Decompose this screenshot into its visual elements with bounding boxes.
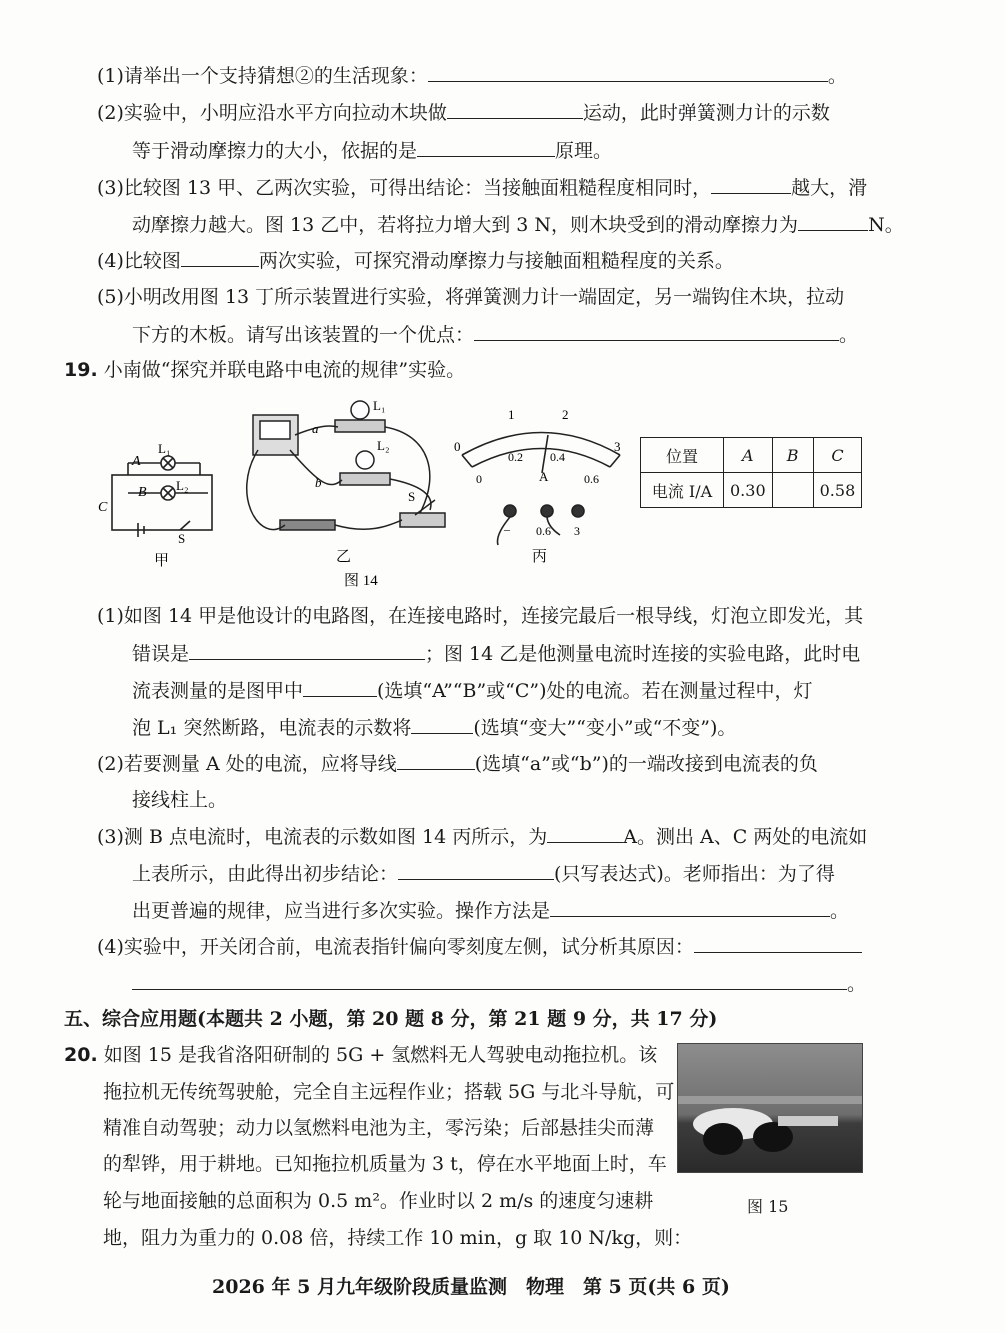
- label-C: C: [98, 500, 108, 515]
- label-L1: L₁: [158, 441, 171, 456]
- q19-p1-text-e: (选填“A”“B”或“C”)处的电流。若在测量过程中，灯: [377, 680, 813, 702]
- dial-tick-0: 0: [454, 439, 461, 454]
- answer-blank[interactable]: [711, 175, 791, 194]
- answer-blank[interactable]: [397, 751, 475, 770]
- dial-unit: A: [539, 469, 549, 484]
- q19-part4-line1: [97, 934, 862, 959]
- table-row-label: 电流 I/A: [641, 473, 724, 508]
- q19-p3-end: 。: [830, 900, 850, 922]
- q20-line2: 拖拉机无传统驾驶舱，完全自主远程作业；搭载 5G 与北斗导航，可: [103, 1081, 675, 1103]
- dial-tick-3: 3: [614, 439, 621, 454]
- answer-blank[interactable]: [417, 138, 555, 157]
- q18-part4: [97, 248, 734, 273]
- q19-part1-line4: [132, 715, 736, 740]
- q19-p2-text-b: (选填“a”或“b”)的一端改接到电流表的负: [474, 753, 818, 775]
- q19-p3-text-e: 出更普遍的规律，应当进行多次实验。操作方法是: [132, 900, 551, 922]
- q19-part1-line1: [97, 604, 863, 628]
- current-table: [640, 437, 862, 508]
- q19-p1-text-b: 错误是: [132, 643, 190, 665]
- label-jia: 甲: [154, 553, 170, 569]
- q20-line6: 地，阻力为重力的 0.08 倍，持续工作 10 min，g 取 10 N/kg，则：: [103, 1227, 693, 1249]
- answer-blank[interactable]: [428, 63, 828, 82]
- q19-part3-line3: [132, 898, 849, 923]
- q19-p3-text-d: (只写表达式)。老师指出：为了得: [554, 863, 835, 885]
- section-5-heading: 五、综合应用题(本题共 2 小题，第 20 题 8 分，第 21 题 9 分，共 17 分): [64, 1008, 718, 1030]
- q19-part2-line2: [132, 788, 227, 812]
- answer-blank[interactable]: [447, 100, 583, 119]
- q18-p2-text-d: 原理。: [555, 140, 613, 162]
- answer-blank[interactable]: [132, 971, 847, 990]
- answer-blank[interactable]: [798, 212, 868, 231]
- q18-part3-line2: [132, 212, 904, 237]
- terminal-3: 3: [574, 524, 580, 538]
- dial-minor-0: 0: [476, 472, 482, 486]
- answer-blank[interactable]: [694, 934, 862, 953]
- q19-p2-text-a: (2)若要测量 A 处的电流，应将导线: [97, 753, 397, 775]
- table-cell: 0.30: [724, 473, 773, 508]
- answer-blank[interactable]: [550, 898, 830, 917]
- dial-tick-1: 1: [508, 407, 515, 422]
- q19-p3-text-b: A。测出 A、C 两处的电流如: [623, 826, 868, 848]
- q19-p4-text-a: (4)实验中，开关闭合前，电流表指针偏向零刻度左侧，试分析其原因：: [97, 936, 694, 958]
- answer-blank[interactable]: [474, 322, 839, 341]
- answer-blank[interactable]: [303, 678, 377, 697]
- q18-part5-line1: [97, 285, 844, 309]
- q18-p5-text-a: (5)小明改用图 13 丁所示装置进行实验，将弹簧测力计一端固定，另一端钩住木块，拉动: [97, 286, 845, 308]
- q18-p4-text-a: (4)比较图: [97, 250, 181, 272]
- yi-S-label: S: [408, 489, 416, 504]
- q19-p4-end: 。: [847, 973, 867, 995]
- circuit-photo-yi: [247, 401, 445, 530]
- q18-p5-text-b: 下方的木板。请写出该装置的一个优点：: [132, 324, 475, 346]
- q18-p3-text-b: 越大，滑: [791, 177, 868, 199]
- dial-minor-0.4: 0.4: [550, 450, 565, 464]
- table-header-cell: A: [724, 438, 773, 473]
- q19-p1-text-a: (1)如图 14 甲是他设计的电路图，在连接电路时，连接完最后一根导线，灯泡立即发光，其: [97, 605, 864, 627]
- q18-part2-line2: [132, 138, 612, 163]
- circuit-diagram-jia: [112, 456, 212, 537]
- label-bing: 丙: [532, 549, 548, 565]
- dial-minor-0.2: 0.2: [508, 450, 523, 464]
- question-number: 20.: [64, 1044, 98, 1066]
- q18-p3-text-a: (3)比较图 13 甲、乙两次实验，可得出结论：当接触面粗糙程度相同时，: [97, 177, 712, 199]
- label-L2: L₂: [176, 478, 189, 493]
- table-cell: 0.58: [813, 473, 862, 508]
- q19-p1-text-d: 流表测量的是图甲中: [132, 680, 304, 702]
- q18-p1-text: (1)请举出一个支持猜想②的生活现象：: [97, 65, 428, 87]
- terminal-neg: –: [504, 522, 510, 536]
- q18-p3-text-c: 动摩擦力越大。图 13 乙中，若将拉力增大到 3 N，则木块受到的滑动摩擦力为: [132, 214, 799, 236]
- tractor-image: [678, 1044, 862, 1172]
- q19-title-line: [64, 358, 465, 382]
- table-cell: [772, 473, 813, 508]
- table-row: [641, 473, 862, 508]
- q18-part3-line1: [97, 175, 867, 200]
- table-header-cell: 位置: [641, 438, 724, 473]
- page-footer: 2026 年 5 月九年级阶段质量监测 物理 第 5 页(共 6 页): [212, 1276, 730, 1298]
- q20-line5: 轮与地面接触的总面积为 0.5 m²。作业时以 2 m/s 的速度匀速耕: [103, 1190, 654, 1212]
- answer-blank[interactable]: [411, 715, 473, 734]
- q19-part3-line2: [132, 861, 835, 886]
- table-header-cell: C: [813, 438, 862, 473]
- q18-p2-text-c: 等于滑动摩擦力的大小，依据的是: [132, 140, 418, 162]
- q18-p2-text-a: (2)实验中，小明应沿水平方向拉动木块做: [97, 102, 447, 124]
- q19-p1-text-c: ；图 14 乙是他测量电流时连接的实验电路，此时电: [425, 643, 861, 665]
- figure-15-caption: 图 15: [747, 1197, 789, 1216]
- q19-part4-line2: [132, 971, 866, 996]
- q19-part3-line1: [97, 824, 867, 849]
- q18-p3-text-d: N。: [868, 214, 904, 236]
- q18-part5-line2: [132, 322, 858, 347]
- wire-a-label: a: [312, 421, 319, 436]
- answer-blank[interactable]: [181, 248, 259, 267]
- dial-tick-2: 2: [562, 407, 569, 422]
- answer-blank[interactable]: [189, 641, 425, 660]
- answer-blank[interactable]: [398, 861, 554, 880]
- label-yi: 乙: [336, 549, 352, 565]
- terminal-0.6: 0.6: [536, 524, 551, 538]
- q20-line1: [64, 1043, 657, 1067]
- q18-p2-text-b: 运动，此时弹簧测力计的示数: [582, 102, 830, 124]
- q18-p4-text-b: 两次实验，可探究滑动摩擦力与接触面粗糙程度的关系。: [258, 250, 734, 272]
- q20-text-l1: 如图 15 是我省洛阳研制的 5G + 氢燃料无人驾驶电动拖拉机。该: [103, 1044, 658, 1066]
- yi-L1-label: L₁: [373, 398, 386, 413]
- q18-p1-end: 。: [827, 65, 847, 87]
- figure-14-caption: 图 14: [344, 573, 378, 589]
- table-header-cell: B: [772, 438, 813, 473]
- q19-p2-text-c: 接线柱上。: [132, 789, 228, 811]
- q19-title: 小南做“探究并联电路中电流的规律”实验。: [103, 359, 466, 381]
- q20-line3: 精准自动驾驶；动力以氢燃料电池为主，零污染；后部悬挂尖而薄: [103, 1117, 655, 1139]
- tractor-photo: [677, 1043, 863, 1173]
- q18-part1: [97, 63, 847, 88]
- label-A: A: [132, 454, 141, 469]
- label-B: B: [138, 485, 147, 500]
- q19-part1-line2: [132, 641, 860, 666]
- answer-blank[interactable]: [547, 824, 623, 843]
- q18-part2-line1: [97, 100, 830, 125]
- q19-p3-text-a: (3)测 B 点电流时，电流表的示数如图 14 丙所示，为: [97, 826, 548, 848]
- q19-p1-text-g: (选填“变大”“变小”或“不变”)。: [473, 717, 737, 739]
- question-number: 19.: [64, 359, 98, 381]
- q19-part1-line3: [132, 678, 813, 703]
- yi-L2-label: L₂: [377, 438, 390, 453]
- q18-p5-end: 。: [839, 324, 859, 346]
- q19-p1-text-f: 泡 L₁ 突然断路，电流表的示数将: [132, 717, 412, 739]
- table-row: [641, 438, 862, 473]
- dial-minor-0.6: 0.6: [584, 472, 599, 486]
- q19-p3-text-c: 上表所示，由此得出初步结论：: [132, 863, 399, 885]
- q20-line4: 的犁铧，用于耕地。已知拖拉机质量为 3 t，停在水平地面上时，车: [103, 1153, 667, 1175]
- wire-b-label: b: [315, 475, 322, 490]
- q19-part2-line1: [97, 751, 818, 776]
- label-S: S: [178, 531, 186, 546]
